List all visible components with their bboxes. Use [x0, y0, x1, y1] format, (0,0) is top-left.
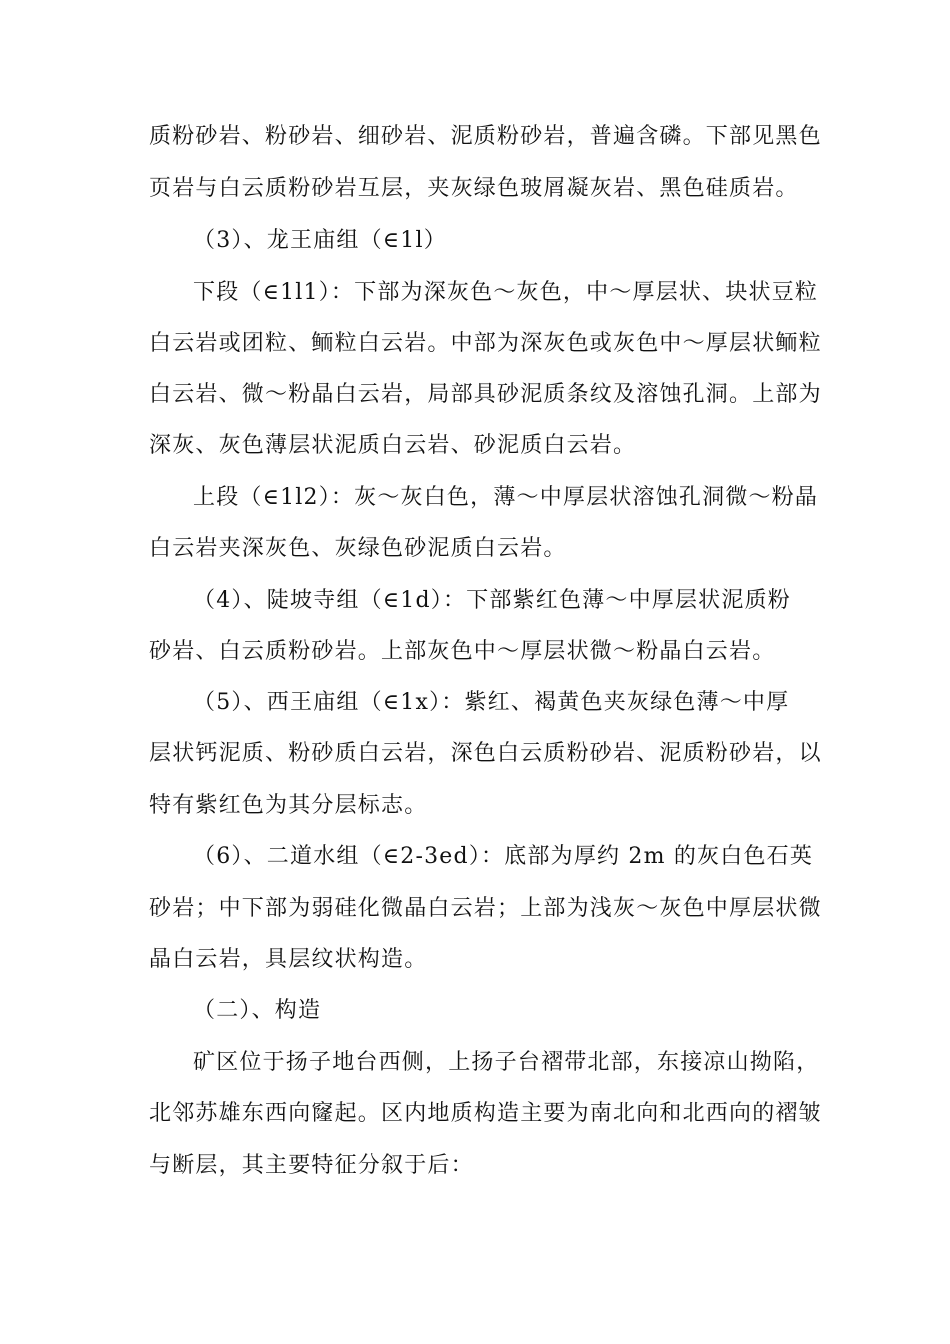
- text-line-17: 晶白云岩，具层纹状构造。: [149, 947, 428, 972]
- section-heading-structure: （二）、构造: [193, 998, 322, 1023]
- text-line-9: 白云岩夹深灰色、灰绿色砂泥质白云岩。: [149, 536, 567, 561]
- text-line-21: 与断层，其主要特征分叙于后：: [149, 1153, 474, 1178]
- text-line-13: 层状钙泥质、粉砂质白云岩，深色白云质粉砂岩、泥质粉砂岩，以: [149, 741, 822, 766]
- text-line-19: 矿区位于扬子地台西侧，上扬子台褶带北部，东接凉山拗陷，: [193, 1050, 820, 1075]
- text-line-20: 北邻苏雄东西向窿起。区内地质构造主要为南北向和北西向的褶皱: [149, 1101, 822, 1126]
- text-line-11: 砂岩、白云质粉砂岩。上部灰色中～厚层状微～粉晶白云岩。: [149, 639, 776, 664]
- text-line-7: 深灰、灰色薄层状泥质白云岩、砂泥质白云岩。: [149, 433, 637, 458]
- text-line-5: 白云岩或团粒、鲕粒白云岩。中部为深灰色或灰色中～厚层状鲕粒: [149, 331, 822, 356]
- text-line-6: 白云岩、微～粉晶白云岩，局部具砂泥质条纹及溶蚀孔洞。上部为: [149, 382, 822, 407]
- text-line-4: 下段（∈1l1）：下部为深灰色～灰色，中～厚层状、块状豆粒: [193, 280, 819, 305]
- text-line-15: （6）、二道水组（∈2-3ed）：底部为厚约 2m 的灰白色石英: [193, 844, 814, 869]
- text-line-16: 砂岩；中下部为弱硅化微晶白云岩；上部为浅灰～灰色中厚层状微: [149, 896, 822, 921]
- text-line-1: 质粉砂岩、粉砂岩、细砂岩、泥质粉砂岩，普遍含磷。下部见黑色: [149, 124, 822, 149]
- text-line-2: 页岩与白云质粉砂岩互层，夹灰绿色玻屑凝灰岩、黑色硅质岩。: [149, 176, 799, 201]
- section-heading-3: （3）、龙王庙组（∈1l）: [193, 228, 447, 253]
- text-line-10: （4）、陡坡寺组（∈1d）：下部紫红色薄～中厚层状泥质粉: [193, 588, 791, 613]
- text-line-8: 上段（∈1l2）：灰～灰白色，薄～中厚层状溶蚀孔洞微～粉晶: [193, 485, 819, 510]
- text-line-12: （5）、西王庙组（∈1x）：紫红、褐黄色夹灰绿色薄～中厚: [193, 690, 790, 715]
- text-line-14: 特有紫红色为其分层标志。: [149, 793, 428, 818]
